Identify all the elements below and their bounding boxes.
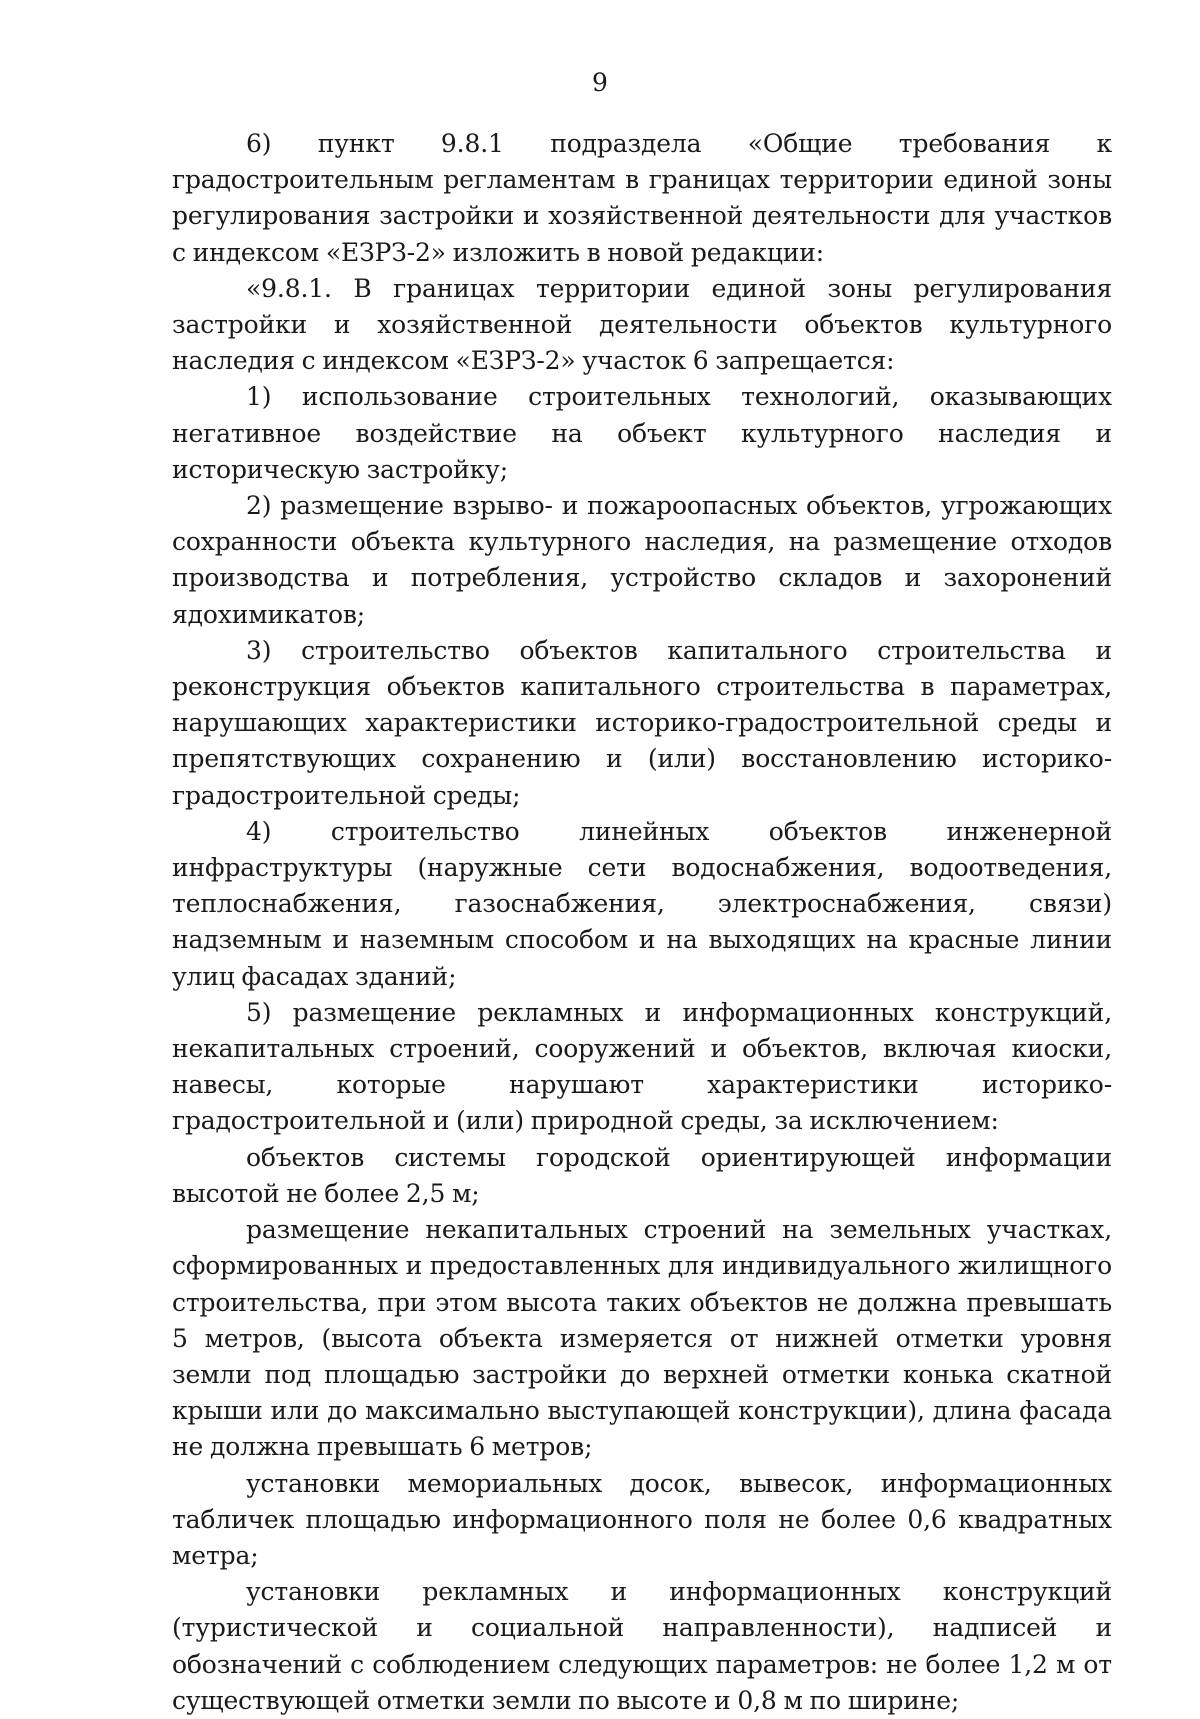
exception-item-memorial-plaques: установки мемориальных досок, вывесок, информационных табличек площадью информационного поля не более 0,6 квадратных метра; xyxy=(172,1468,1112,1570)
exception-item-noncapital-structures: размещение некапитальных строений на земельных участках, сформированных и предоставленных для индивидуального жилищного строительства, при этом высота таких объектов не должна превышать 5 метров, (высота объекта измеряется от нижней отметки уровня земли под площадью застройки до верхней отметки конька скатной крыши или до максимально выступающей конструкции), длина фасада не должна превышать 6 метров; xyxy=(172,1215,1112,1462)
list-item-2: 2) размещение взрыво- и пожароопасных объектов, угрожающих сохранности объекта культурного наследия, на размещение отходов производства и потребления, устройство складов и захоронений ядохимикатов; xyxy=(172,491,1112,629)
document-body xyxy=(172,126,1112,1719)
paragraph-item-6: 6) пункт 9.8.1 подраздела «Общие требования к градостроительным регламентам в границах территории единой зоны регулирования застройки и хозяйственной деятельности для участков с индексом «ЕЗРЗ-2» изложить в новой редакции: xyxy=(172,129,1112,267)
exception-item-orientation-info: объектов системы городской ориентирующей информации высотой не более 2,5 м; xyxy=(172,1142,1112,1208)
paragraph-clause-9-8-1: «9.8.1. В границах территории единой зоны регулирования застройки и хозяйственной деятельности объектов культурного наследия с индексом «ЕЗРЗ-2» участок 6 запрещается: xyxy=(172,273,1112,376)
page-number: 9 xyxy=(592,68,608,97)
list-item-4: 4) строительство линейных объектов инженерной инфраструктуры (наружные сети водоснабжения, водоотведения, теплоснабжения, газоснабжения, электроснабжения, связи) надземным и наземным способом и на выходящих на красные линии улиц фасадах зданий; xyxy=(172,816,1112,991)
list-item-5: 5) размещение рекламных и информационных конструкций, некапитальных строений, сооружений и объектов, включая киоски, навесы, которые нарушают характеристики историко-градостроительной и (или) природной среды, за исключением: xyxy=(172,997,1112,1136)
exception-item-advertising-structures: установки рекламных и информационных конструкций (туристической и социальной направленности), надписей и обозначений с соблюдением следующих параметров: не более 1,2 м от существующей отметки земли по высоте и 0,8 м по ширине; xyxy=(172,1577,1112,1715)
list-item-3: 3) строительство объектов капитального строительства и реконструкция объектов капитального строительства в параметрах, нарушающих характеристики историко-градостроительной среды и препятствующих сохранению и (или) восстановлению историко-градостроительной среды; xyxy=(172,635,1112,810)
list-item-1: 1) использование строительных технологий, оказывающих негативное воздействие на объект культурного наследия и историческую застройку; xyxy=(172,382,1112,484)
